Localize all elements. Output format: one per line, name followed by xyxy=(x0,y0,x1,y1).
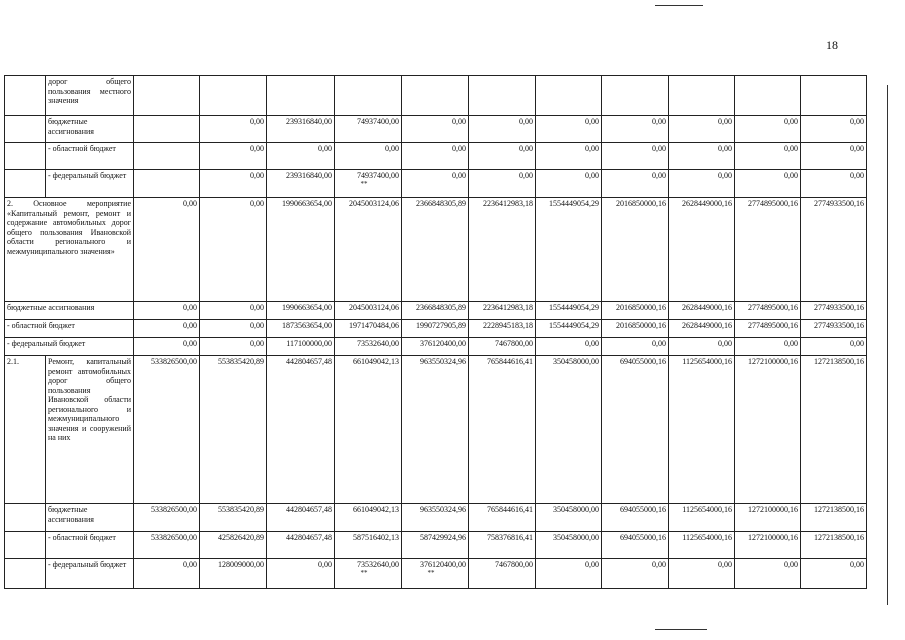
value-cell xyxy=(335,320,402,338)
value-cell xyxy=(602,338,669,356)
value-cell xyxy=(801,504,867,532)
value-cell xyxy=(469,559,536,589)
value-text: 1125654000,16 xyxy=(682,505,732,514)
value-cell xyxy=(669,320,735,338)
value-cell xyxy=(602,356,669,504)
value-text: 0,00 xyxy=(519,144,533,153)
value-cell xyxy=(267,302,335,320)
value-cell xyxy=(134,302,200,320)
value-text: 0,00 xyxy=(784,560,798,569)
value-text: 7467800,00 xyxy=(495,560,533,569)
value-cell xyxy=(801,170,867,198)
value-text: 1990727905,89 xyxy=(416,321,466,330)
table-row xyxy=(5,198,867,302)
value-cell xyxy=(735,356,801,504)
value-text: 2774933500,16 xyxy=(814,321,864,330)
value-text: 2628449000,16 xyxy=(682,199,732,208)
value-cell xyxy=(335,143,402,170)
row-label: Ремонт, капитальный ремонт автомобильных дорог общего пользования Ивановской области регионального и межмуниципального значения и сооружений на них xyxy=(46,356,134,504)
value-text: 0,00 xyxy=(850,144,864,153)
value-text: 0,00 xyxy=(652,339,666,348)
value-text: 2016850000,16 xyxy=(616,303,666,312)
value-cell xyxy=(602,170,669,198)
value-text: 0,00 xyxy=(452,117,466,126)
value-cell xyxy=(602,559,669,589)
value-cell xyxy=(200,356,267,504)
value-cell xyxy=(536,504,602,532)
table-row xyxy=(5,116,867,143)
value-cell xyxy=(735,116,801,143)
value-cell xyxy=(402,559,469,589)
value-cell xyxy=(669,559,735,589)
value-cell xyxy=(469,198,536,302)
value-text: 2016850000,16 xyxy=(616,321,666,330)
row-number xyxy=(5,143,46,170)
value-text: 2628449000,16 xyxy=(682,321,732,330)
row-label: - федеральный бюджет xyxy=(46,559,134,589)
value-text: 442804657,48 xyxy=(286,505,332,514)
value-text: 0,00 xyxy=(652,171,666,180)
value-cell xyxy=(134,504,200,532)
value-text: 0,00 xyxy=(718,117,732,126)
table-row xyxy=(5,356,867,504)
value-cell xyxy=(536,143,602,170)
value-cell xyxy=(402,504,469,532)
value-text: 0,00 xyxy=(452,144,466,153)
value-cell xyxy=(402,116,469,143)
value-text: 1272138500,16 xyxy=(814,357,864,366)
value-text: 0,00 xyxy=(250,199,264,208)
value-cell xyxy=(536,302,602,320)
value-text: 239316840,00 xyxy=(286,117,332,126)
value-text: 963550324,96 xyxy=(420,505,466,514)
value-text: 587429924,96 xyxy=(420,533,466,542)
page-number: 18 xyxy=(826,38,838,52)
value-text: 758376816,41 xyxy=(487,533,533,542)
value-cell xyxy=(669,356,735,504)
value-text: 1873563654,00 xyxy=(282,321,332,330)
row-number: 2.1. xyxy=(5,356,46,504)
value-text: 0,00 xyxy=(585,144,599,153)
value-cell xyxy=(200,559,267,589)
value-text: 0,00 xyxy=(652,560,666,569)
value-cell xyxy=(735,320,801,338)
value-text: 0,00 xyxy=(718,560,732,569)
value-cell xyxy=(134,116,200,143)
value-cell xyxy=(669,532,735,559)
value-cell xyxy=(469,356,536,504)
value-text: 553835420,89 xyxy=(218,357,264,366)
budget-table xyxy=(4,75,867,589)
value-cell xyxy=(801,76,867,116)
value-cell xyxy=(669,338,735,356)
value-text: 442804657,48 xyxy=(286,357,332,366)
value-cell xyxy=(801,116,867,143)
value-cell xyxy=(267,320,335,338)
value-cell xyxy=(402,170,469,198)
value-cell xyxy=(335,198,402,302)
value-text: 73532640,00 xyxy=(357,560,399,569)
value-text: 74937400,00 xyxy=(357,117,399,126)
value-cell xyxy=(402,76,469,116)
value-text: 0,00 xyxy=(784,144,798,153)
value-text: 0,00 xyxy=(585,560,599,569)
value-cell xyxy=(335,302,402,320)
value-cell xyxy=(200,532,267,559)
value-cell xyxy=(267,170,335,198)
value-cell xyxy=(200,338,267,356)
row-label: дорог общего пользования местного значения xyxy=(46,76,134,116)
value-cell xyxy=(669,143,735,170)
table-row xyxy=(5,76,867,116)
footnote-mark: ** xyxy=(427,568,435,577)
value-cell xyxy=(669,76,735,116)
value-cell xyxy=(134,559,200,589)
value-text: 0,00 xyxy=(250,117,264,126)
value-cell xyxy=(335,356,402,504)
value-text: 1125654000,16 xyxy=(682,533,732,542)
value-text: 0,00 xyxy=(585,171,599,180)
value-text: 0,00 xyxy=(784,171,798,180)
row-number xyxy=(5,76,46,116)
value-text: 2236412983,18 xyxy=(483,303,533,312)
value-cell xyxy=(602,143,669,170)
footnote-mark: ** xyxy=(360,568,368,577)
value-cell xyxy=(200,170,267,198)
value-text: 0,00 xyxy=(784,117,798,126)
value-text: 0,00 xyxy=(250,144,264,153)
value-cell xyxy=(536,198,602,302)
value-cell xyxy=(602,116,669,143)
value-cell xyxy=(735,143,801,170)
value-cell xyxy=(735,559,801,589)
value-text: 350458000,00 xyxy=(553,533,599,542)
value-cell xyxy=(602,76,669,116)
value-cell xyxy=(469,320,536,338)
scan-artifact-right xyxy=(887,85,888,605)
value-cell xyxy=(200,302,267,320)
value-cell xyxy=(200,504,267,532)
footnote-mark: ** xyxy=(360,179,368,188)
value-text: 1125654000,16 xyxy=(682,357,732,366)
value-cell xyxy=(735,504,801,532)
value-cell xyxy=(669,198,735,302)
value-cell xyxy=(200,143,267,170)
value-cell xyxy=(469,302,536,320)
value-cell xyxy=(735,302,801,320)
table-row xyxy=(5,320,867,338)
row-number xyxy=(5,559,46,589)
table-row xyxy=(5,170,867,198)
value-text: 1990663654,00 xyxy=(282,199,332,208)
row-number xyxy=(5,170,46,198)
value-text: 128009000,00 xyxy=(218,560,264,569)
value-text: 533826500,00 xyxy=(151,505,197,514)
table-row xyxy=(5,338,867,356)
value-cell xyxy=(335,504,402,532)
row-label: - областной бюджет xyxy=(46,143,134,170)
value-text: 1554449054,29 xyxy=(549,199,599,208)
value-text: 2774895000,16 xyxy=(748,199,798,208)
value-text: 7467800,00 xyxy=(495,339,533,348)
value-cell xyxy=(469,338,536,356)
row-number xyxy=(5,532,46,559)
value-text: 117100000,00 xyxy=(286,339,332,348)
value-text: 0,00 xyxy=(850,117,864,126)
value-text: 2366848305,89 xyxy=(416,303,466,312)
value-cell xyxy=(134,143,200,170)
value-cell xyxy=(669,504,735,532)
value-cell xyxy=(134,198,200,302)
value-text: 239316840,00 xyxy=(286,171,332,180)
value-text: 0,00 xyxy=(652,117,666,126)
value-cell xyxy=(536,356,602,504)
value-cell xyxy=(536,116,602,143)
value-cell xyxy=(134,356,200,504)
value-text: 661049042,13 xyxy=(353,505,399,514)
value-text: 1990663654,00 xyxy=(282,303,332,312)
value-cell xyxy=(801,559,867,589)
value-cell xyxy=(134,532,200,559)
value-text: 0,00 xyxy=(718,144,732,153)
value-cell xyxy=(267,198,335,302)
value-text: 2228945183,18 xyxy=(483,321,533,330)
value-text: 376120400,00 xyxy=(420,560,466,569)
value-text: 0,00 xyxy=(718,339,732,348)
value-text: 2628449000,16 xyxy=(682,303,732,312)
value-text: 694055000,16 xyxy=(620,533,666,542)
value-text: 1272100000,16 xyxy=(748,357,798,366)
value-text: 587516402,13 xyxy=(353,533,399,542)
value-cell xyxy=(801,338,867,356)
value-text: 0,00 xyxy=(183,303,197,312)
value-text: 661049042,13 xyxy=(353,357,399,366)
value-cell xyxy=(267,504,335,532)
table-row xyxy=(5,504,867,532)
row-label: - областной бюджет xyxy=(46,532,134,559)
value-text: 74937400,00 xyxy=(357,171,399,180)
value-text: 1554449054,29 xyxy=(549,303,599,312)
value-text: 0,00 xyxy=(850,171,864,180)
value-cell xyxy=(402,532,469,559)
row-label: бюджетные ассигнования xyxy=(46,504,134,532)
value-cell xyxy=(267,143,335,170)
value-text: 0,00 xyxy=(183,321,197,330)
value-cell xyxy=(536,338,602,356)
value-cell xyxy=(469,76,536,116)
value-cell xyxy=(335,116,402,143)
row-label: бюджетные ассигнования xyxy=(46,116,134,143)
value-cell xyxy=(335,559,402,589)
value-text: 2774895000,16 xyxy=(748,303,798,312)
value-text: 350458000,00 xyxy=(553,505,599,514)
value-cell xyxy=(536,532,602,559)
value-cell xyxy=(402,320,469,338)
table-row xyxy=(5,302,867,320)
value-text: 533826500,00 xyxy=(151,357,197,366)
value-cell xyxy=(801,320,867,338)
value-text: 1272138500,16 xyxy=(814,505,864,514)
value-text: 1272100000,16 xyxy=(748,533,798,542)
table-row xyxy=(5,532,867,559)
value-text: 963550324,96 xyxy=(420,357,466,366)
value-text: 0,00 xyxy=(784,339,798,348)
row-label: - областной бюджет xyxy=(5,320,134,338)
value-cell xyxy=(402,302,469,320)
value-text: 0,00 xyxy=(183,560,197,569)
value-text: 765844616,41 xyxy=(487,357,533,366)
value-cell xyxy=(267,356,335,504)
value-text: 2774933500,16 xyxy=(814,199,864,208)
value-cell xyxy=(469,504,536,532)
value-cell xyxy=(801,532,867,559)
value-cell xyxy=(335,170,402,198)
value-cell xyxy=(602,532,669,559)
value-cell xyxy=(735,76,801,116)
scan-artifact-top xyxy=(655,5,703,6)
value-cell xyxy=(402,198,469,302)
row-label: - федеральный бюджет xyxy=(5,338,134,356)
row-number xyxy=(5,504,46,532)
value-cell xyxy=(134,320,200,338)
value-text: 0,00 xyxy=(183,339,197,348)
value-cell xyxy=(267,116,335,143)
value-text: 0,00 xyxy=(519,117,533,126)
row-number xyxy=(5,116,46,143)
value-text: 533826500,00 xyxy=(151,533,197,542)
row-label: бюджетные ассигнования xyxy=(5,302,134,320)
value-cell xyxy=(669,116,735,143)
value-text: 376120400,00 xyxy=(420,339,466,348)
row-label: - федеральный бюджет xyxy=(46,170,134,198)
value-cell xyxy=(801,356,867,504)
value-text: 2366848305,89 xyxy=(416,199,466,208)
value-text: 1272100000,16 xyxy=(748,505,798,514)
value-cell xyxy=(669,170,735,198)
value-cell xyxy=(134,76,200,116)
value-cell xyxy=(801,198,867,302)
value-cell xyxy=(669,302,735,320)
value-text: 1971470484,06 xyxy=(349,321,399,330)
value-text: 73532640,00 xyxy=(357,339,399,348)
value-cell xyxy=(134,170,200,198)
value-text: 1554449054,29 xyxy=(549,321,599,330)
value-text: 0,00 xyxy=(452,171,466,180)
value-text: 1272138500,16 xyxy=(814,533,864,542)
value-cell xyxy=(200,198,267,302)
table-row xyxy=(5,143,867,170)
value-cell xyxy=(602,504,669,532)
scan-artifact-bottom xyxy=(655,629,707,630)
value-text: 0,00 xyxy=(850,560,864,569)
value-text: 2045003124,06 xyxy=(349,199,399,208)
value-cell xyxy=(335,338,402,356)
value-cell xyxy=(335,76,402,116)
value-text: 2774895000,16 xyxy=(748,321,798,330)
value-cell xyxy=(469,116,536,143)
value-text: 0,00 xyxy=(183,199,197,208)
value-text: 2045003124,06 xyxy=(349,303,399,312)
value-cell xyxy=(536,320,602,338)
table-row xyxy=(5,559,867,589)
value-cell xyxy=(335,532,402,559)
value-text: 0,00 xyxy=(519,171,533,180)
value-cell xyxy=(402,143,469,170)
value-cell xyxy=(200,76,267,116)
value-text: 0,00 xyxy=(250,303,264,312)
value-text: 0,00 xyxy=(250,171,264,180)
value-cell xyxy=(536,76,602,116)
value-cell xyxy=(267,76,335,116)
value-text: 350458000,00 xyxy=(553,357,599,366)
value-cell xyxy=(267,338,335,356)
value-text: 442804657,48 xyxy=(286,533,332,542)
value-cell xyxy=(200,320,267,338)
value-cell xyxy=(801,302,867,320)
value-text: 765844616,41 xyxy=(487,505,533,514)
value-cell xyxy=(735,532,801,559)
value-cell xyxy=(402,356,469,504)
value-cell xyxy=(469,532,536,559)
value-text: 0,00 xyxy=(385,144,399,153)
value-cell xyxy=(267,532,335,559)
value-cell xyxy=(469,143,536,170)
value-text: 0,00 xyxy=(318,560,332,569)
value-text: 2774933500,16 xyxy=(814,303,864,312)
value-text: 0,00 xyxy=(718,171,732,180)
value-cell xyxy=(801,143,867,170)
value-cell xyxy=(602,320,669,338)
row-label: 2. Основное мероприятие «Капитальный ремонт, ремонт и содержание автомобильных дорог общего пользования Ивановской области регионального и межмуниципального значения» xyxy=(5,198,134,302)
value-text: 2236412983,18 xyxy=(483,199,533,208)
value-cell xyxy=(735,170,801,198)
value-cell xyxy=(602,198,669,302)
value-text: 0,00 xyxy=(850,339,864,348)
value-text: 425826420,89 xyxy=(218,533,264,542)
value-cell xyxy=(536,559,602,589)
value-cell xyxy=(735,198,801,302)
value-text: 0,00 xyxy=(250,321,264,330)
value-cell xyxy=(200,116,267,143)
value-text: 694055000,16 xyxy=(620,357,666,366)
value-cell xyxy=(402,338,469,356)
value-text: 0,00 xyxy=(250,339,264,348)
value-text: 553835420,89 xyxy=(218,505,264,514)
value-cell xyxy=(536,170,602,198)
value-cell xyxy=(469,170,536,198)
value-text: 0,00 xyxy=(318,144,332,153)
value-text: 694055000,16 xyxy=(620,505,666,514)
value-cell xyxy=(134,338,200,356)
value-cell xyxy=(735,338,801,356)
value-text: 0,00 xyxy=(585,117,599,126)
value-cell xyxy=(267,559,335,589)
value-text: 2016850000,16 xyxy=(616,199,666,208)
value-text: 0,00 xyxy=(652,144,666,153)
value-text: 0,00 xyxy=(585,339,599,348)
value-cell xyxy=(602,302,669,320)
